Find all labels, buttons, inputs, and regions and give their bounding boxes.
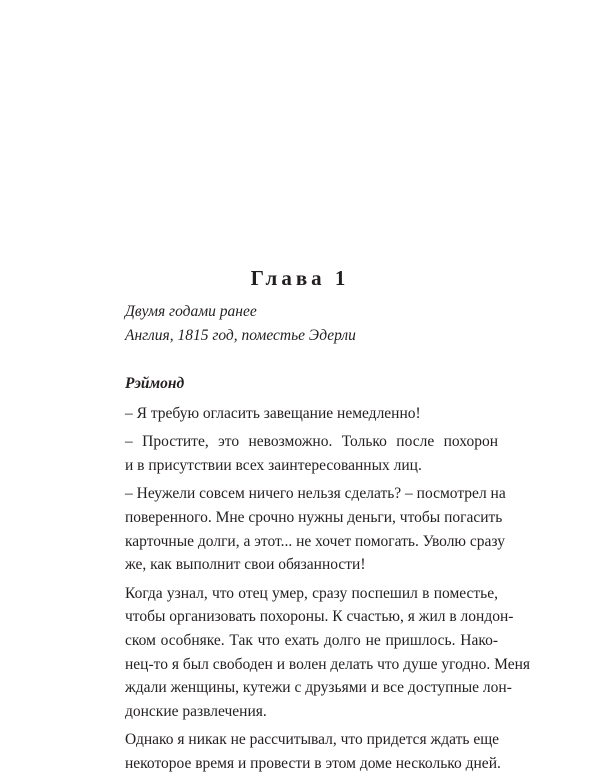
text-line: и в присутствии всех заинтересованных лиц.	[125, 456, 422, 474]
epigraph-line-time: Двумя годами ранее	[125, 303, 257, 320]
epigraph-line-place: Англия, 1815 год, поместье Эдерли	[125, 327, 356, 344]
text-line: же, как выполнит свои обязанности!	[125, 556, 366, 574]
text-line: карточные долги, а этот... не хочет помогать. Уволю сразу	[125, 532, 505, 550]
paragraph	[125, 430, 498, 477]
text-line: поверенного. Мне срочно нужны деньги, чтобы погасить	[125, 508, 503, 526]
text-line: чтобы организовать похороны. К счастью, я жил в лондон-	[125, 608, 514, 626]
text-line: Однако я никак не рассчитывал, что придется ждать еще	[125, 731, 500, 749]
text-line: некоторое время и провести в этом доме несколько дней.	[125, 754, 501, 772]
paragraph	[125, 728, 501, 775]
text-line: ском особняке. Так что ехать долго не пришлось. Нако-	[125, 631, 498, 649]
chapter-title: Глава 1	[250, 266, 350, 290]
pov-character-name: Рэймонд	[125, 375, 185, 392]
paragraph	[125, 582, 531, 724]
body-text	[125, 372, 531, 781]
text-line: ждали женщины, кутежи с друзьями и все доступные лон-	[125, 679, 512, 697]
epigraph	[125, 300, 356, 348]
paragraph	[125, 402, 498, 426]
text-line: донские развлечения.	[125, 702, 267, 720]
text-line: нец-то я был свободен и волен делать что душе угодно. Меня	[125, 655, 531, 673]
text-line: – Неужели совсем ничего нельзя сделать? – посмотрел на	[125, 485, 506, 503]
text-line: – Я требую огласить завещание немедленно!	[125, 404, 421, 422]
text-line: Когда узнал, что отец умер, сразу поспешил в поместье,	[125, 584, 498, 602]
paragraph	[125, 482, 506, 576]
text-line: – Простите, это невозможно. Только после похорон	[125, 433, 498, 451]
